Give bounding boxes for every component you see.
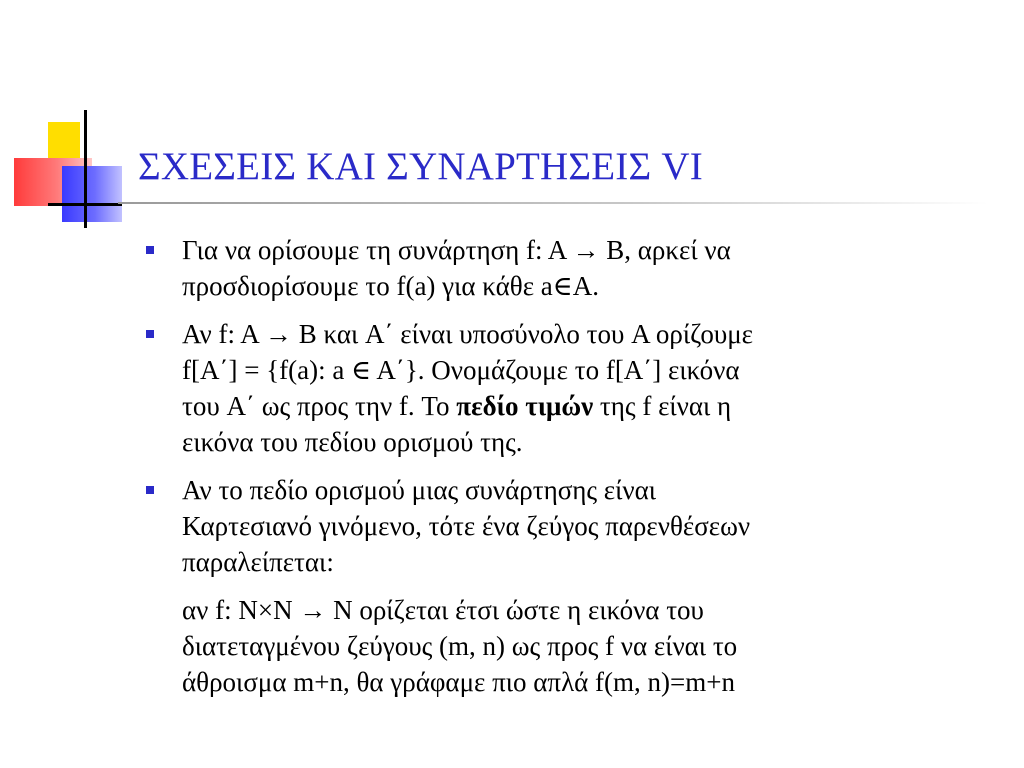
text-line: Καρτεσιανό γινόμενο, τότε ένα ζεύγος παρενθέσεων <box>182 511 751 541</box>
text-line <box>182 388 975 424</box>
text-line: αν f: N×N → N ορίζεται έτσι ώστε η εικόνα του <box>182 595 704 625</box>
text-line: Αν f: A → B και A΄ είναι υποσύνολο του A ορίζουμε <box>182 319 754 349</box>
text-line: άθροισμα m+n, θα γράφαμε πιο απλά f(m, n)=m+n <box>182 667 735 697</box>
text-line: διατεταγμένου ζεύγους (m, n) ως προς f να είναι το <box>182 631 738 661</box>
text-line: προσδιορίσουμε το f(a) για κάθε a∈A. <box>182 271 600 301</box>
deco-horizontal-line <box>48 203 122 206</box>
sub-paragraph <box>145 592 975 700</box>
text-line: παραλείπεται: <box>182 547 334 577</box>
decorative-logo <box>0 0 140 240</box>
deco-blue-square <box>62 166 122 222</box>
bold-term-range: πεδίο τιμών <box>456 391 594 421</box>
bullet-item-2 <box>145 316 975 460</box>
deco-vertical-line <box>84 110 87 228</box>
bullet-square-icon <box>146 330 154 338</box>
title-underline <box>118 202 988 204</box>
text-segment: της f είναι η <box>593 391 732 421</box>
text-line: Αν το πεδίο ορισμού μιας συνάρτησης είναι <box>182 475 657 505</box>
text-line: f[A΄] = {f(a): a ∈ A΄}. Ονομάζουμε το f[A΄] εικόνα <box>182 355 740 385</box>
text-segment: του A΄ ως προς την f. Το <box>182 391 457 421</box>
text-line: Για να ορίσουμε τη συνάρτηση f: A → B, αρκεί να <box>182 235 731 265</box>
bullet-item-1 <box>145 232 975 304</box>
slide-title: ΣΧΕΣΕΙΣ ΚΑΙ ΣΥΝΑΡΤΗΣΕΙΣ VI <box>138 145 703 188</box>
bullet-square-icon <box>146 246 154 254</box>
text-line: εικόνα του πεδίου ορισμού της. <box>182 427 523 457</box>
bullet-square-icon <box>146 486 154 494</box>
bullet-list <box>145 232 975 700</box>
bullet-item-3 <box>145 472 975 580</box>
